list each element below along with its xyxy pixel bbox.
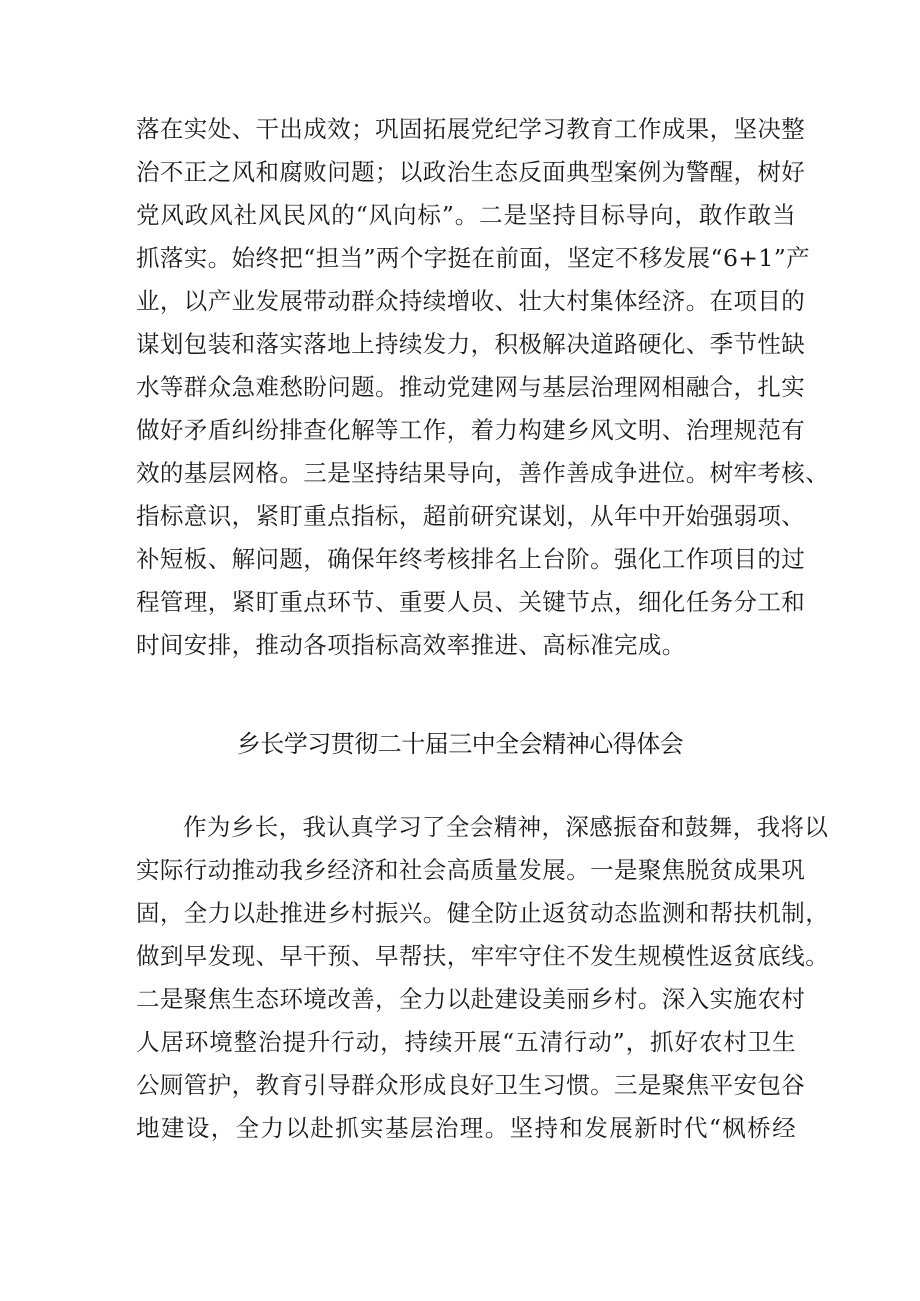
paragraph-line: 补短板、解问题，确保年终考核排名上台阶。强化工作项目的过 bbox=[136, 545, 806, 573]
paragraph-line: 治不正之风和腐败问题；以政治生态反面典型案例为警醒，树好 bbox=[136, 158, 806, 186]
section-title: 乡长学习贯彻二十届三中全会精神心得体会 bbox=[236, 730, 684, 758]
paragraph-line: 固，全力以赴推进乡村振兴。健全防止返贫动态监测和帮扶机制， bbox=[136, 899, 830, 927]
paragraph-line: 做到早发现、早干预、早帮扶，牢牢守住不发生规模性返贫底线。 bbox=[136, 942, 830, 970]
paragraph-line: 二是聚焦生态环境改善，全力以赴建设美丽乡村。深入实施农村 bbox=[136, 985, 806, 1013]
paragraph-line: 抓落实。始终把“担当”两个字挺在前面，坚定不移发展“6+1”产 bbox=[136, 244, 811, 272]
paragraph-line: 公厕管护，教育引导群众形成良好卫生习惯。三是聚焦平安包谷 bbox=[136, 1071, 806, 1099]
paragraph-line: 谋划包装和落实落地上持续发力，积极解决道路硬化、季节性缺 bbox=[136, 330, 806, 358]
paragraph-line: 时间安排，推动各项指标高效率推进、高标准完成。 bbox=[136, 631, 686, 659]
paragraph-line: 地建设，全力以赴抓实基层治理。坚持和发展新时代“枫桥经 bbox=[136, 1114, 796, 1142]
paragraph-line: 指标意识，紧盯重点指标，超前研究谋划，从年中开始强弱项、 bbox=[136, 502, 806, 530]
paragraph-line: 党风政风社风民风的“风向标”。二是坚持目标导向，敢作敢当 bbox=[136, 201, 796, 229]
paragraph-line: 水等群众急难愁盼问题。推动党建网与基层治理网相融合，扎实 bbox=[136, 373, 806, 401]
paragraph-line: 做好矛盾纠纷排查化解等工作，着力构建乡风文明、治理规范有 bbox=[136, 416, 806, 444]
paragraph-line: 人居环境整治提升行动，持续开展“五清行动”，抓好农村卫生 bbox=[136, 1028, 796, 1056]
paragraph-line: 业，以产业发展带动群众持续增收、壮大村集体经济。在项目的 bbox=[136, 287, 806, 315]
body-paragraph-1 bbox=[136, 108, 830, 667]
paragraph-line: 效的基层网格。三是坚持结果导向，善作善成争进位。树牢考核、 bbox=[136, 459, 830, 487]
paragraph-line: 程管理，紧盯重点环节、重要人员、关键节点，细化任务分工和 bbox=[136, 588, 806, 616]
paragraph-line: 实际行动推动我乡经济和社会高质量发展。一是聚焦脱贫成果巩 bbox=[136, 856, 806, 884]
body-paragraph-2 bbox=[136, 806, 830, 1150]
paragraph-line: 落在实处、干出成效；巩固拓展党纪学习教育工作成果，坚决整 bbox=[136, 115, 806, 143]
paragraph-line: 作为乡长，我认真学习了全会精神，深感振奋和鼓舞，我将以 bbox=[183, 813, 829, 841]
